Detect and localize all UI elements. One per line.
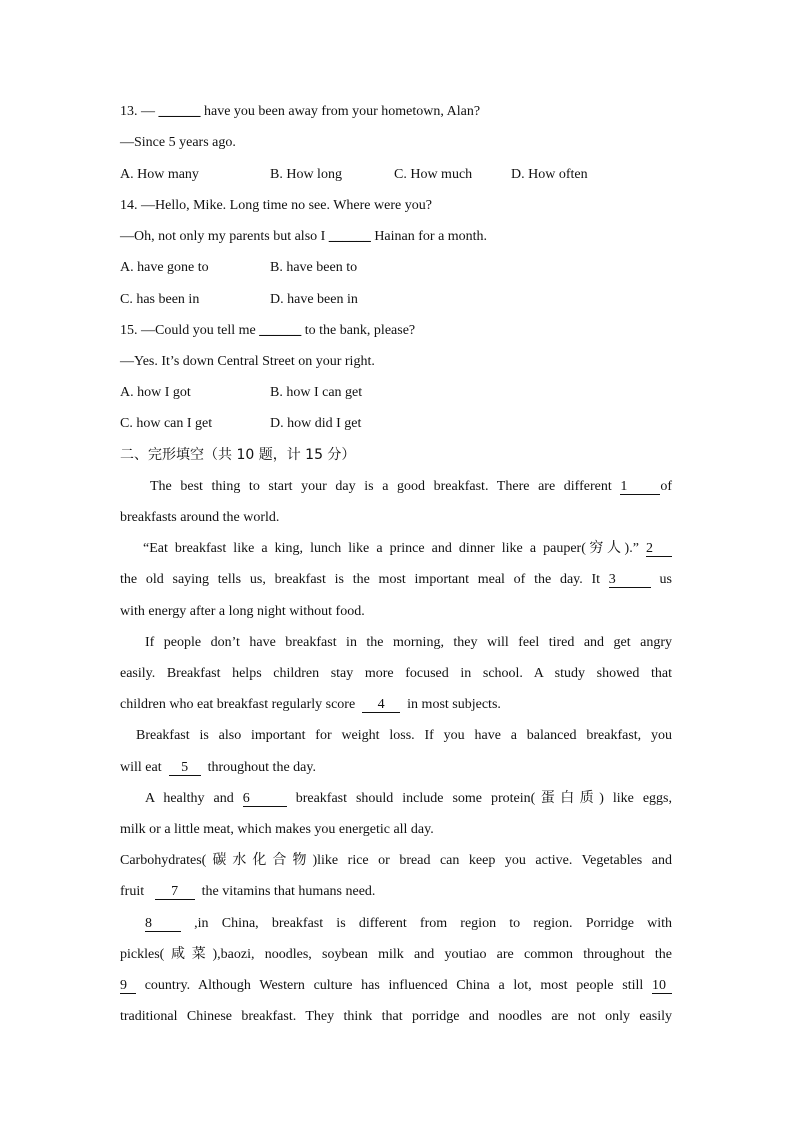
passage-line-2: breakfasts around the world. [120,510,280,525]
passage-line-8 [120,696,501,714]
question-14-stem: 14. —Hello, Mike. Long time no see. Where were you? [120,198,432,213]
passage-line-10 [120,759,316,777]
question-15-options-row-2 [120,415,361,433]
question-14-reply-text: —Oh, not only my parents but also I [120,229,329,244]
question-15-option-b: B. how I can get [270,385,363,400]
passage-text: the vitamins that humans need. [201,884,376,899]
question-13-option-c: C. How much [394,167,473,182]
question-14-reply [120,228,487,246]
passage-text: A healthy and [145,791,234,806]
passage-text: breakfast should include some protein(蛋白质) like eggs, [295,791,672,806]
question-14-reply-end: Hainan for a month. [370,229,488,244]
passage-text: throughout the day. [207,760,316,775]
question-13-number: 13. — [120,104,159,119]
passage-line-14 [120,883,375,901]
question-15-text: to the bank, please? [301,323,416,338]
passage-line-5: with energy after a long night without food. [120,604,365,619]
passage-text: The best thing to start your day is a good breakfast. There are different [150,479,612,494]
passage-line-13: Carbohydrates(碳水化合物)like rice or bread can keep you active. Vegetables and [120,853,672,868]
blank-8: 8 [145,916,181,932]
question-13-option-a: A. How many [120,167,199,182]
question-15-option-d: D. how did I get [270,416,362,431]
passage-text: us [659,572,672,587]
blank-1: 1 [620,479,660,495]
passage-text: in most subjects. [407,697,501,712]
blank-10: 10 [652,978,672,994]
question-14-options-row-2 [120,291,358,309]
question-13-reply: —Since 5 years ago. [120,135,236,150]
question-13-option-b: B. How long [270,167,342,182]
passage-text: fruit [120,884,145,899]
blank-4: 4 [362,697,400,713]
passage-line-11 [145,790,672,808]
question-14-option-b: B. have been to [270,260,358,275]
question-15-blank: ______ [259,323,302,338]
blank-7: 7 [155,884,195,900]
passage-text: children who eat breakfast regularly score [120,697,356,712]
blank-5: 5 [169,760,201,776]
passage-line-1 [150,478,672,496]
question-15-number: 15. —Could you tell me [120,323,260,338]
section-heading-cloze: 二、完形填空（共 10 题，计 15 分） [120,447,356,463]
passage-line-6: If people don’t have breakfast in the morning, they will feel tired and get angry [145,635,672,650]
blank-9: 9 [120,978,136,994]
question-14-option-d: D. have been in [270,292,358,307]
question-15-option-a: A. how I got [120,385,191,400]
question-15-option-c: C. how can I get [120,416,213,431]
question-13-blank: ______ [158,104,201,119]
passage-text: the old saying tells us, breakfast is the most important meal of the day. It [120,572,601,587]
question-14-blank: ______ [328,229,371,244]
passage-text: will eat [120,760,162,775]
question-14-option-c: C. has been in [120,292,200,307]
passage-text: “Eat breakfast like a king, lunch like a prince and dinner like a pauper(穷人).” [143,541,639,556]
passage-line-16: pickles(咸菜),baozi, noodles, soybean milk and youtiao are common throughout the [120,947,672,962]
passage-line-7: easily. Breakfast helps children stay more focused in school. A study showed that [120,666,672,681]
question-15-options-row-1 [120,384,362,402]
passage-text: ,in China, breakfast is different from region to region. Porridge with [194,916,672,931]
passage-line-3 [143,540,672,558]
question-14-options-row-1 [120,259,357,277]
question-13-options [120,166,588,184]
passage-line-12: milk or a little meat, which makes you energetic all day. [120,822,434,837]
blank-6: 6 [243,791,287,807]
question-13-stem [120,103,480,121]
passage-line-18: traditional Chinese breakfast. They think that porridge and noodles are not only easily [120,1009,672,1024]
passage-text: of [660,479,673,494]
question-14-option-a: A. have gone to [120,260,209,275]
question-15-reply: —Yes. It’s down Central Street on your right. [120,354,375,369]
question-15-stem [120,322,415,340]
blank-2: 2 [646,541,672,557]
passage-line-15 [145,915,672,933]
blank-3: 3 [609,572,651,588]
passage-text: country. Although Western culture has influenced China a lot, most people still [144,978,644,993]
passage-line-4 [120,571,672,589]
question-13-option-d: D. How often [511,167,588,182]
passage-line-9: Breakfast is also important for weight loss. If you have a balanced breakfast, you [136,728,672,743]
passage-line-17 [120,977,672,995]
question-13-text: have you been away from your hometown, Alan? [200,104,481,119]
